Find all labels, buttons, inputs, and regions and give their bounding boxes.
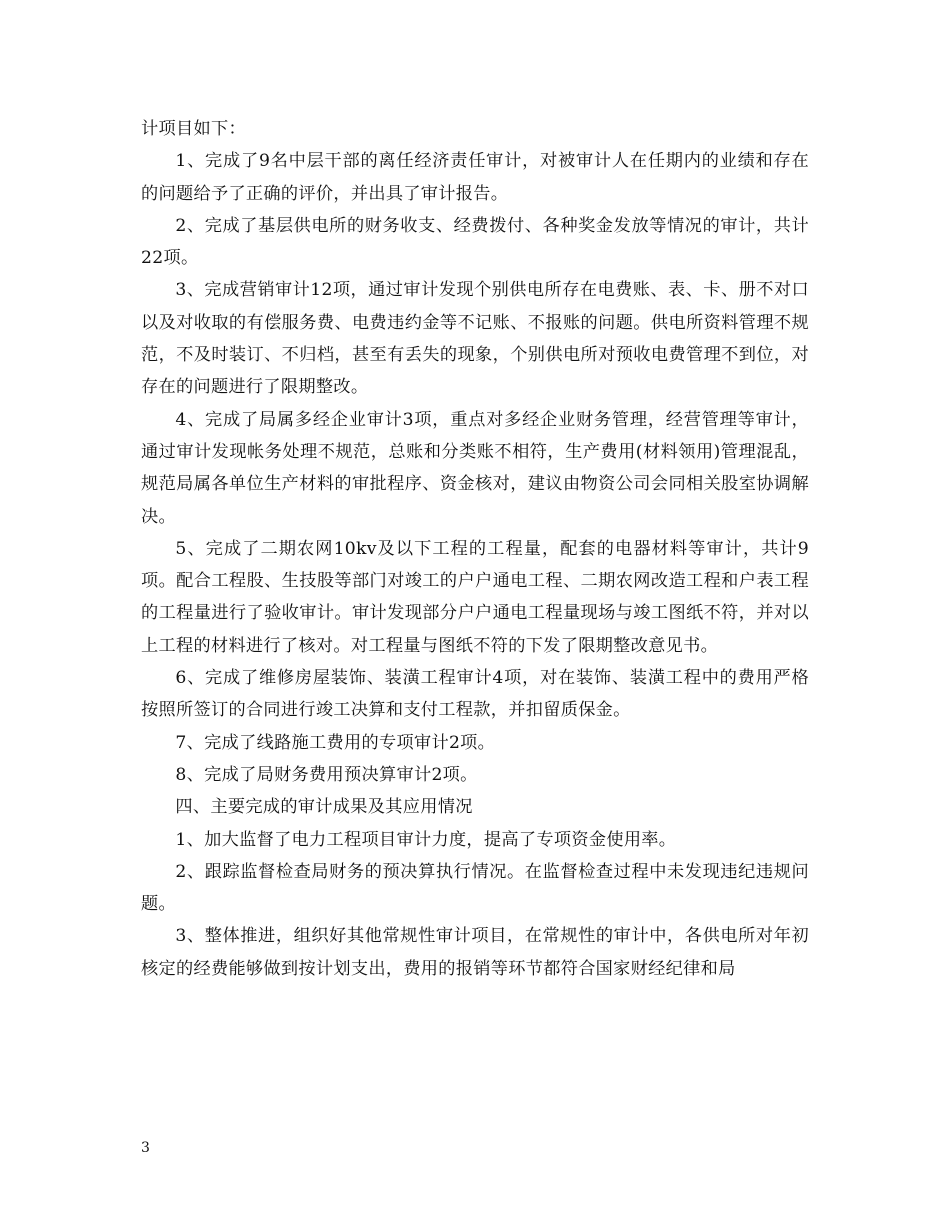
section-heading-4: 四、主要完成的审计成果及其应用情况	[175, 797, 473, 818]
paragraph-item-8: 8、完成了局财务费用预决算审计2项。	[175, 764, 478, 785]
paragraph-result-3: 3、整体推进，组织好其他常规性审计项目，在常规性的审计中，各供电所对年初核定的经费能够做到按计划支出，费用的报销等环节都符合国家财经纪律和局	[141, 926, 809, 979]
paragraph-item-7: 7、完成了线路施工费用的专项审计2项。	[175, 732, 496, 753]
paragraph-result-2: 2、跟踪监督检查局财务的预决算执行情况。在监督检查过程中未发现违纪违规问题。	[141, 861, 809, 915]
paragraph-item-3: 3、完成营销审计12项，通过审计发现个别供电所存在电费账、表、卡、册不对口以及对收取的有偿服务费、电费违约金等不记账、不报账的问题。供电所资料管理不规范，不及时装订、不归档，甚至有丢失的现象，个别供电所对预收电费管理不到位，对存在的问题进行了限期整改。	[141, 280, 809, 398]
page-number: 3	[141, 1140, 150, 1156]
paragraph-item-5: 5、完成了二期农网10kv及以下工程的工程量，配套的电器材料等审计，共计9项。配合工程股、生技股等部门对竣工的户户通电工程、二期农网改造工程和户表工程的工程量进行了验收审计。审计发现部分户户通电工程量现场与竣工图纸不符，并对以上工程的材料进行了核对。对工程量与图纸不符的下发了限期整改意见书。	[141, 538, 809, 656]
paragraph-result-1: 1、加大监督了电力工程项目审计力度，提高了专项资金使用率。	[175, 829, 677, 850]
paragraph-item-2: 2、完成了基层供电所的财务收支、经费拨付、各种奖金发放等情况的审计，共计22项。	[141, 215, 809, 269]
paragraph-item-6: 6、完成了维修房屋装饰、装潢工程审计4项，对在装饰、装潢工程中的费用严格按照所签订的合同进行竣工决算和支付工程款，并扣留质保金。	[141, 668, 809, 721]
paragraph-continuation: 计项目如下：	[141, 119, 246, 139]
document-body	[141, 113, 809, 985]
paragraph-item-4: 4、完成了局属多经企业审计3项，重点对多经企业财务管理，经营管理等审计，通过审计发现帐务处理不规范，总账和分类账不相符，生产费用(材料领用)管理混乱，规范局属各单位生产材料的审批程序、资金核对，建议由物资公司会同相关股室协调解决。	[141, 409, 809, 527]
paragraph-item-1: 1、完成了9名中层干部的离任经济责任审计，对被审计人在任期内的业绩和存在的问题给予了正确的评价，并出具了审计报告。	[141, 151, 809, 204]
